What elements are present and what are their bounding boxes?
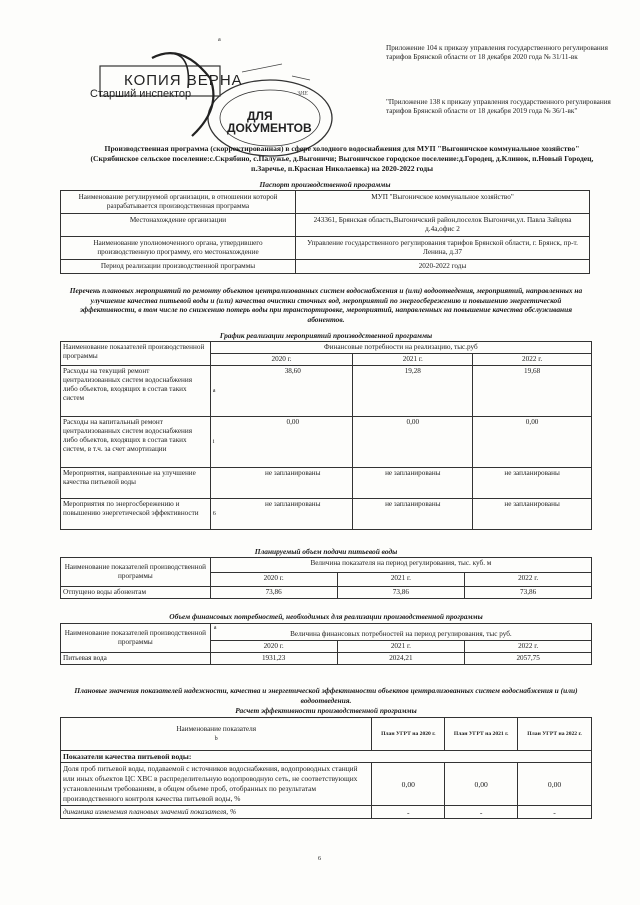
- supply-row-value: 73,86: [337, 587, 465, 599]
- events-row-value: 19,28: [353, 366, 473, 417]
- events-row-value: 0,00: [353, 417, 473, 468]
- passport-row: [61, 237, 590, 260]
- events-row: [61, 499, 592, 530]
- passport-label: Период реализации производственной программы: [61, 260, 296, 274]
- stamp-small-text: ЗИЕ: [297, 91, 308, 97]
- events-row-name: Расходы на капитальный ремонт централизованных систем водоснабжения либо объектов, входящих в состав таких систем, в т.ч. за счет амортизации: [61, 417, 211, 468]
- finance-mark: а: [213, 624, 217, 631]
- stamp-copy-verified: КОПИЯ ВЕРНА: [124, 72, 243, 89]
- events-row-mark: [210, 468, 233, 499]
- finance-table: [60, 623, 592, 665]
- finance-col-value-label: Величина финансовых потребностей на период регулирования, тыс руб.: [290, 630, 512, 638]
- rel-row-value: -: [372, 806, 445, 819]
- rel-row: [61, 806, 592, 819]
- passport-row: [61, 260, 590, 274]
- rel-col-name-label: Наименование показателя: [176, 725, 257, 733]
- events-row-value: не запланированы: [353, 499, 473, 530]
- events-row-mark: а: [210, 366, 233, 417]
- rel-row-value: -: [445, 806, 518, 819]
- rel-row-name: Доля проб питьевой воды, подаваемой с источников водоснабжения, водопроводных станций или иных объектов ЦС ХВС в распределительную водопроводную сеть, не соответствующих установленным требованиям, в общем объеме проб, отобранных по результатам производственного контроля качества питьевой воды, %: [61, 763, 372, 806]
- events-row-value: 0,00: [233, 417, 353, 468]
- stamp-for: ДЛЯ: [247, 109, 273, 123]
- events-heading: Перечень плановых мероприятий по ремонту объектов централизованных систем водоснабжения и (или) водоотведения, мероприятий, направленных на улучшение качества питьевой воды и (или) качества очистки сточных вод, мероприятий по энергосбережению и повышению энергетической эффективности, в том числе по снижению потерь воды при транспортировке, мероприятий, направленных на повышение качества обслуживания абонентов.: [69, 286, 583, 324]
- corner-mark: a: [218, 36, 221, 43]
- finance-col-value: [210, 624, 591, 641]
- finance-row-value: 1931,23: [210, 653, 337, 665]
- events-subheading: График реализации мероприятий производственной программы: [219, 331, 433, 340]
- footer-mark: 6: [318, 855, 322, 862]
- events-row-mark: 6: [210, 499, 233, 530]
- rel-col-header: План УГРТ на 2020 г.: [372, 718, 445, 751]
- events-row-value: не запланированы: [233, 499, 353, 530]
- events-row: [61, 468, 592, 499]
- finance-row-value: 2024,21: [337, 653, 465, 665]
- reliability-heading: Плановые значения показателей надежности, качества и энергетической эффективности объектов централизованных систем водоснабжения и (или) водоотведения.: [74, 686, 578, 705]
- supply-year-header: 2022 г.: [465, 572, 592, 587]
- events-col-finance: Финансовые потребности на реализацию, тыс.руб: [210, 342, 591, 354]
- events-table: [60, 341, 592, 530]
- events-row: [61, 417, 592, 468]
- finance-year-header: 2020 г.: [210, 641, 337, 653]
- passport-table: [60, 190, 590, 274]
- supply-col-value: Величина показателя на период регулирования, тыс. куб. м: [210, 558, 591, 573]
- supply-row-value: 73,86: [465, 587, 592, 599]
- events-year-header: 2022 г.: [473, 354, 592, 366]
- rel-row: [61, 763, 592, 806]
- passport-label: Наименование регулируемой организации, в отношении которой разрабатывается производственная программа: [61, 191, 296, 214]
- passport-row: [61, 191, 590, 214]
- events-row-value: не запланированы: [473, 499, 592, 530]
- supply-row-value: 73,86: [210, 587, 337, 599]
- finance-row-value: 2057,75: [465, 653, 592, 665]
- rel-col-name: [61, 718, 372, 751]
- supply-year-header: 2020 г.: [210, 572, 337, 587]
- copy-stamp-graphic: [92, 48, 342, 158]
- annex-note-2020: Приложение 104 к приказу управления государственного регулирования тарифов Брянской области от 18 декабря 2020 года № 31/11-вк: [386, 44, 608, 61]
- program-title: Производственная программа (скорректированная) в сфере холодного водоснабжения для МУП "Выгоничское коммунальное хозяйство" (Скрябинское сельское поселение:с.Скрябино, с.Палужье, д.Выгоничи; Выгоничское городское поселение:д.Городец, д.Клинок, п.Новый Городец, п.Заречье, п.Красная Николаевка) на 2020-2022 годы: [90, 144, 594, 173]
- rel-col-header: План УГРТ на 2022 г.: [518, 718, 592, 751]
- events-row-name: Расходы на текущий ремонт централизованных систем водоснабжения либо объектов, входящих в состав таких систем: [61, 366, 211, 417]
- supply-heading: Планируемый объем подачи питьевой воды: [254, 547, 398, 556]
- rel-row-value: -: [518, 806, 592, 819]
- rel-section-title: Показатели качества питьевой воды:: [61, 751, 592, 763]
- rel-col-name-mark: b: [214, 735, 218, 742]
- events-row-mark: і: [210, 417, 233, 468]
- events-row: [61, 366, 592, 417]
- finance-year-header: 2022 г.: [465, 641, 592, 653]
- passport-heading: Паспорт производственной программы: [259, 180, 391, 189]
- events-col-name: Наименование показателей производственной программы: [61, 342, 211, 366]
- stamp-inspector: Старший инспектор: [90, 88, 192, 100]
- passport-row: [61, 214, 590, 237]
- events-row-value: 0,00: [473, 417, 592, 468]
- finance-col-name: Наименование показателей производственной программы: [61, 624, 211, 653]
- rel-row-value: 0,00: [518, 763, 592, 806]
- supply-col-name: Наименование показателей производственной программы: [61, 558, 211, 587]
- passport-value: 2020-2022 годы: [296, 260, 590, 274]
- stamp-documents: ДОКУМЕНТОВ: [227, 121, 312, 135]
- events-row-value: 38,60: [233, 366, 353, 417]
- events-row-value: 19,68: [473, 366, 592, 417]
- passport-value: Управление государственного регулирования тарифов Брянской области, г. Брянск, пр-т. Ленина, д.37: [296, 237, 590, 260]
- events-row-name: Мероприятия по энергосбережению и повышению энергетической эффективности: [61, 499, 211, 530]
- events-year-header: 2020 г.: [210, 354, 353, 366]
- reliability-table: [60, 717, 592, 819]
- events-row-value: не запланированы: [233, 468, 353, 499]
- finance-row-name: Питьевая вода: [61, 653, 211, 665]
- supply-table: [60, 557, 592, 599]
- annex-note-2019: "Приложение 138 к приказу управления государственного регулирования тарифов Брянской области от 18 декабря 2019 года № 36/1-вк": [386, 98, 611, 115]
- rel-row-value: 0,00: [372, 763, 445, 806]
- reliability-subheading: Расчет эффективности производственной программы: [235, 706, 417, 715]
- rel-row-name: динамика изменения плановых значений показателя, %: [61, 806, 372, 819]
- passport-value: МУП "Выгоничское коммунальное хозяйство": [296, 191, 590, 214]
- passport-value: 243361, Брянская область,Выгоничский район,поселок Выгоничи,ул. Павла Зайцева д.4а,офис 2: [296, 214, 590, 237]
- events-row-value: не запланированы: [473, 468, 592, 499]
- finance-row: [61, 653, 592, 665]
- passport-label: Наименование уполномоченного органа, утвердившего производственную программу, его местонахождение: [61, 237, 296, 260]
- supply-year-header: 2021 г.: [337, 572, 465, 587]
- passport-label: Местонахождение организации: [61, 214, 296, 237]
- rel-col-header: План УГРТ на 2021 г.: [445, 718, 518, 751]
- events-row-name: Мероприятия, направленные на улучшение качества питьевой воды: [61, 468, 211, 499]
- rel-row-value: 0,00: [445, 763, 518, 806]
- finance-heading: Объем финансовых потребностей, необходимых для реализации производственной программы: [169, 612, 483, 621]
- events-year-header: 2021 г.: [353, 354, 473, 366]
- supply-row-name: Отпущено воды абонентам: [61, 587, 211, 599]
- events-row-value: не запланированы: [353, 468, 473, 499]
- supply-row: [61, 587, 592, 599]
- finance-year-header: 2021 г.: [337, 641, 465, 653]
